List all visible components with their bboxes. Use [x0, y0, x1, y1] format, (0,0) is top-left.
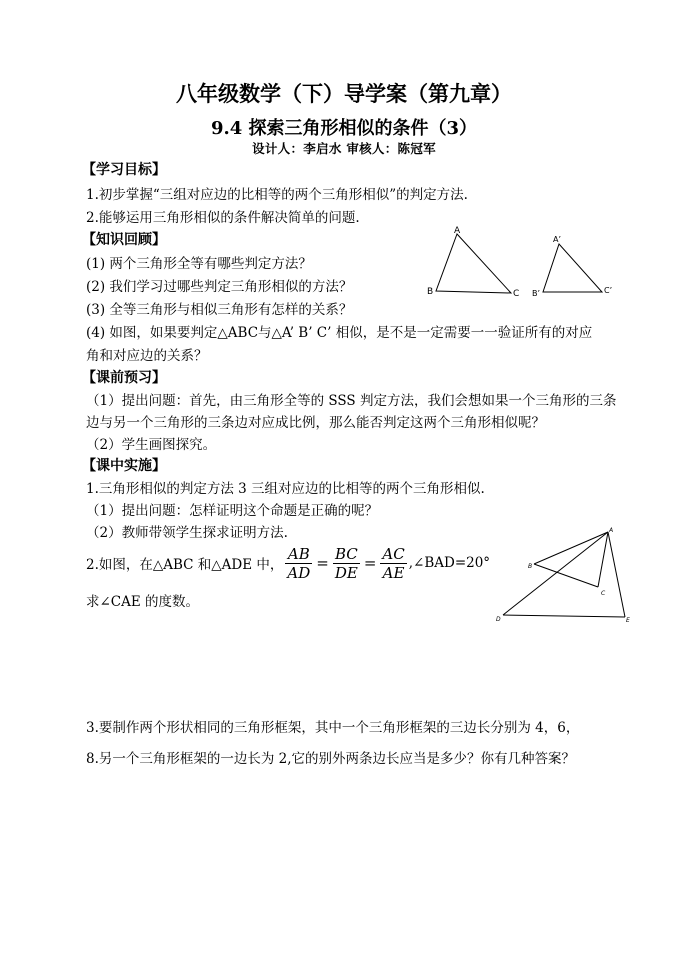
objective-item: 1.初步掌握“三组对应边的比相等的两个三角形相似”的判定方法. — [86, 187, 468, 203]
similar-triangles-figure — [420, 222, 620, 304]
fraction-denominator: AD — [287, 563, 311, 582]
lesson-subtitle: 9.4 探索三角形相似的条件（3） — [210, 118, 478, 139]
triangle-abc — [436, 234, 511, 293]
segment-ab — [534, 532, 608, 564]
equals-sign: = — [363, 554, 377, 572]
fraction-bc-de — [333, 545, 360, 582]
fraction-ac-ae — [380, 545, 406, 582]
question-2 — [86, 541, 490, 585]
segment-bc — [534, 564, 598, 587]
fraction-denominator: AE — [382, 563, 405, 582]
review-item: (4) 如图，如果要判定△ABC与△A’ B’ C’ 相似，是不是一定需要一一验证所有的对应 — [86, 325, 593, 341]
label-b: B — [528, 563, 533, 570]
document-title: 八年级数学（下）导学案（第九章） — [176, 81, 512, 106]
implementation-item: 1.三角形相似的判定方法 3 三组对应边的比相等的两个三角形相似. — [86, 481, 485, 497]
section-heading-implementation: 【课中实施】 — [82, 458, 166, 474]
equals-sign: = — [316, 554, 329, 572]
segment-ac — [598, 532, 608, 587]
label-c-prime: C’ — [604, 286, 613, 295]
segment-de — [503, 615, 625, 617]
preview-item: （1）提出问题：首先，由三角形全等的 SSS 判定方法，我们会想如果一个三角形的三条 — [86, 393, 617, 409]
review-item: (2) 我们学习过哪些判定三角形相似的方法？ — [86, 279, 353, 295]
fraction-numerator: BC — [333, 545, 360, 564]
fraction-denominator: DE — [334, 563, 358, 582]
label-d: D — [496, 616, 501, 623]
fraction-numerator: AC — [382, 544, 405, 563]
triangles-abc-ade-figure — [488, 522, 638, 626]
label-b-prime: B’ — [532, 289, 541, 298]
segment-ad — [503, 532, 608, 615]
label-a: A — [609, 527, 614, 534]
section-heading-preview: 【课前预习】 — [82, 370, 166, 386]
label-e: E — [626, 617, 630, 624]
preview-item: 边与另一个三角形的三条边对应成比例，那么能否判定这两个三角形相似呢？ — [86, 415, 545, 431]
section-heading-review: 【知识回顾】 — [82, 232, 166, 248]
implementation-item: （1）提出问题：怎样证明这个命题是正确的呢？ — [86, 503, 379, 519]
question-3-line-2: 8.另一个三角形框架的一边长为 2,它的别外两条边长应当是多少？你有几种答案？ — [86, 751, 576, 767]
fraction-ab-ad — [285, 545, 312, 582]
review-item: (3) 全等三角形与相似三角形有怎样的关系？ — [86, 302, 353, 318]
label-b: B — [427, 287, 434, 297]
implementation-item: （2）教师带领学生探求证明方法. — [86, 525, 288, 541]
question-2-suffix: ,∠BAD=20° — [408, 555, 491, 571]
label-c: C — [513, 289, 520, 299]
authors-line: 设计人：李启水 审核人：陈冠军 — [252, 141, 436, 156]
question-2-ask: 求∠CAE 的度数。 — [86, 594, 200, 610]
question-3-line-1: 3.要制作两个形状相同的三角形框架，其中一个三角形框架的三边长分别为 4，6， — [86, 720, 580, 736]
triangle-a2b2c2 — [543, 244, 602, 292]
label-c: C — [601, 590, 606, 597]
section-heading-objectives: 【学习目标】 — [82, 162, 166, 178]
segment-ae — [608, 532, 625, 617]
review-item: (1) 两个三角形全等有哪些判定方法？ — [86, 256, 312, 272]
review-item: 角和对应边的关系？ — [86, 348, 208, 364]
label-a: A — [454, 226, 461, 236]
question-2-prefix: 2.如图，在△ABC 和△ADE 中， — [86, 557, 284, 573]
preview-item: （2）学生画图探究。 — [86, 437, 217, 453]
fraction-numerator: AB — [285, 545, 312, 564]
objective-item: 2.能够运用三角形相似的条件解决简单的问题. — [86, 210, 360, 226]
label-a-prime: A’ — [553, 235, 562, 244]
